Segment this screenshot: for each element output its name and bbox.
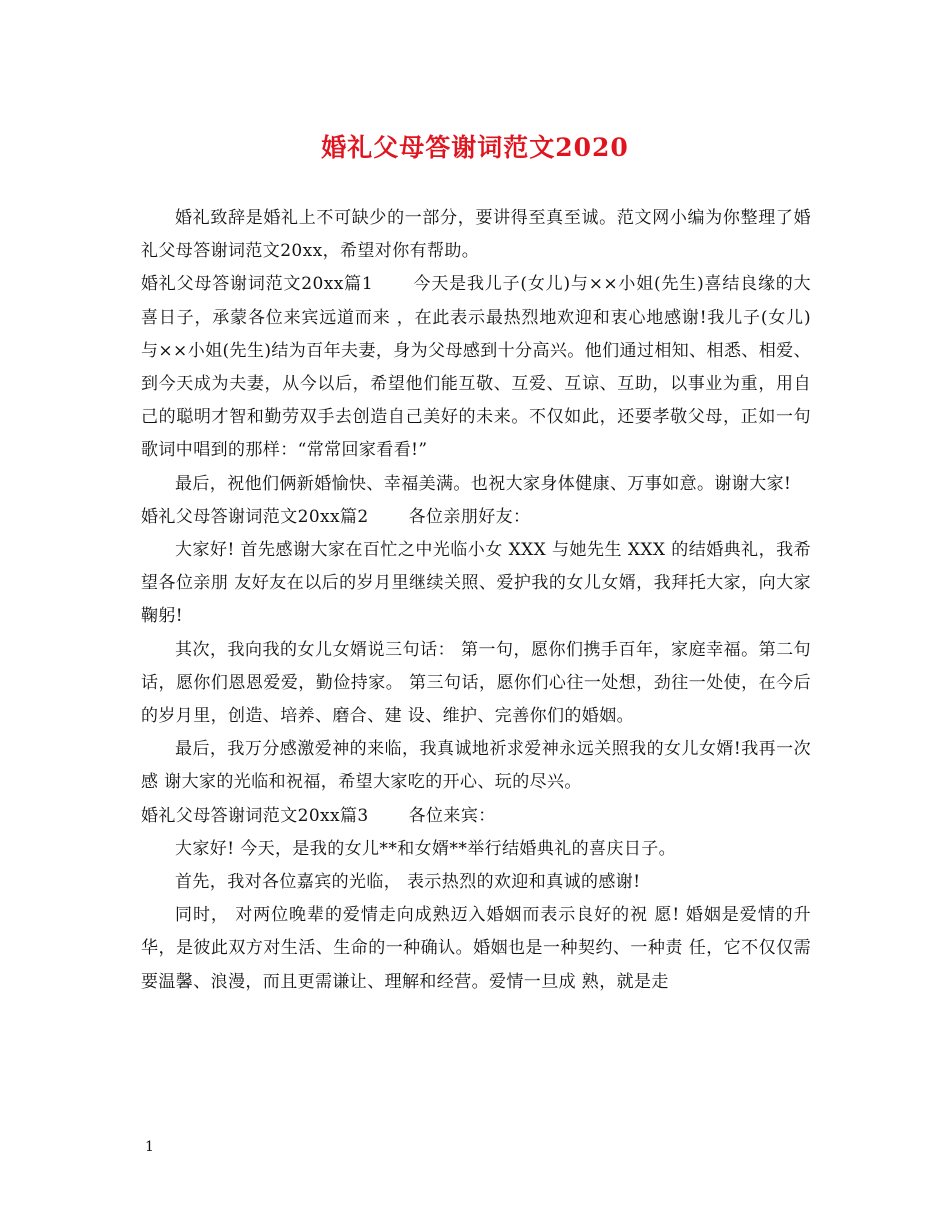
section-2-paragraph <box>141 501 811 534</box>
section-2-heading: 婚礼父母答谢词范文20xx篇2 <box>141 506 369 527</box>
section-1-heading: 婚礼父母答谢词范文20xx篇1 <box>141 274 374 295</box>
document-body <box>141 202 811 999</box>
section-3-body-paragraph: 同时， 对两位晚辈的爱情走向成熟迈入婚姻而表示良好的祝 愿! 婚姻是爱情的升华，是彼此双方对生活、生命的一种确认。婚姻也是一种契约、一种责 任，它不仅仅需要温馨、浪漫，而且更需谦让、理解和经营。爱情一旦成 熟，就是走 <box>141 905 811 992</box>
section-2-body-paragraph: 最后，我万分感激爱神的来临，我真诚地祈求爱神永远关照我的女儿女婿!我再一次感 谢大家的光临和祝福，希望大家吃的开心、玩的尽兴。 <box>141 739 811 793</box>
section-3-heading: 婚礼父母答谢词范文20xx篇3 <box>141 805 369 826</box>
section-2-body-paragraph: 大家好! 首先感谢大家在百忙之中光临小女 XXX 与她先生 XXX 的结婚典礼，我希望各位亲朋 友好友在以后的岁月里继续关照、爱护我的女儿女婿，我拜托大家，向大家鞠躬! <box>141 540 811 627</box>
section-3-paragraph <box>141 800 811 833</box>
intro-paragraph: 婚礼致辞是婚礼上不可缺少的一部分，要讲得至真至诚。范文网小编为你整理了婚礼父母答谢词范文20xx，希望对你有帮助。 <box>141 208 811 262</box>
section-2-lead: 各位亲朋好友： <box>408 506 531 527</box>
section-1-body-paragraph: 最后，祝他们俩新婚愉快、幸福美满。也祝大家身体健康、万事如意。谢谢大家! <box>175 473 792 494</box>
document-title: 婚礼父母答谢词范文2020 <box>321 133 629 162</box>
section-1-lead: 今天是我儿子(女儿)与××小姐(先生)喜结良缘的大喜日子，承蒙各位来宾远道而来 ，在此表示最热烈地欢迎和衷心地感谢!我儿子(女儿)与××小姐(先生)结为百年夫妻，身为父母感到十分高兴。他们通过相知、相悉、相爱、到今天成为夫妻，从今以后，希望他们能互敬、互爱、互谅、互助，以事业为重，用自己的聪明才智和勤劳双手去创造自己美好的未来。不仅如此，还要孝敬父母，正如一句歌词中唱到的那样：“常常回家看看!” <box>141 274 811 461</box>
section-3-lead: 各位来宾： <box>408 805 496 826</box>
section-3-body-paragraph: 首先，我对各位嘉宾的光临， 表示热烈的欢迎和真诚的感谢! <box>175 872 641 893</box>
page-number: 1 <box>145 1139 154 1155</box>
section-2-body-paragraph: 其次，我向我的女儿女婿说三句话： 第一句，愿你们携手百年，家庭幸福。第二句话，愿你们恩恩爱爱，勤俭持家。 第三句话，愿你们心往一处想，劲往一处使，在今后的岁月里，创造、培养、磨合、建 设、维护、完善你们的婚姻。 <box>141 639 811 727</box>
section-1-paragraph <box>141 268 811 467</box>
section-3-body-paragraph: 大家好! 今天，是我的女儿**和女婿**举行结婚典礼的喜庆日子。 <box>175 838 677 859</box>
